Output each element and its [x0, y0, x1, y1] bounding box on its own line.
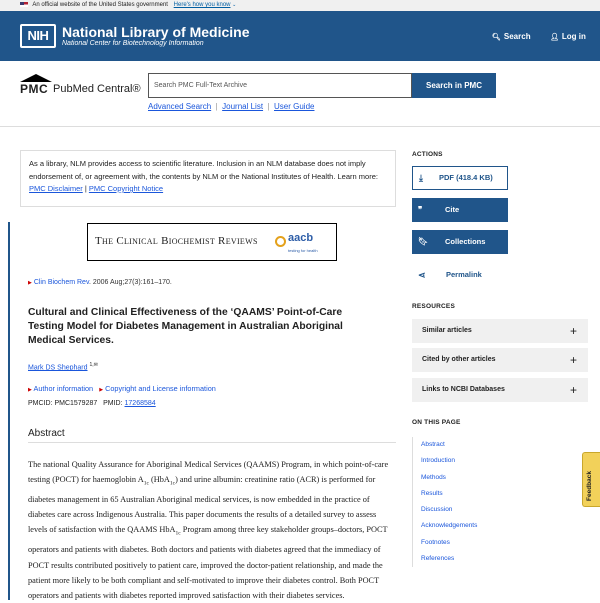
pmc-logo-text: PubMed Central® [53, 83, 141, 95]
journal-banner[interactable] [87, 223, 337, 261]
on-this-page-nav [412, 437, 492, 567]
header-search-button[interactable] [492, 32, 531, 41]
search-links: Advanced Search | Journal List | User Guide [148, 102, 315, 111]
us-flag-icon [20, 2, 28, 7]
aacb-logo-text: aacb [288, 232, 314, 244]
otp-methods-link[interactable]: Methods [421, 473, 446, 481]
permalink-button[interactable] [412, 267, 508, 283]
abstract-text: The national Quality Assurance for Aboriginal Medical Services (QAAMS) Program, in which point-of-care testing (POCT) for haemoglobin $A_{1c}$ (HbA$_{1c}$) and urine albumin: creatinine ratio (ACR) is performed for diabetes management in 65 Australian Aboriginal medical services, is now embedded in the practice of diabetes care across Indigenous Australia. This paper documents the results of a detailed survey to assess levels of satisfaction with the QAAMS HbA$_{1c}$ Program among three key stakeholder groups–doctors, POCT operators and patients with diabetes. Both doctors and patients with diabetes agreed that the immediacy of POCT results contributed positively to patient care, improved the doctor-patient relationship, and made the patient more likely to be both compliant and self-motivated to improve their diabetes control. Both POCT operators and patients with diabetes reported improved satisfaction with their diabetes services. [28, 460, 389, 600]
author-information-link[interactable]: Author information [33, 384, 94, 393]
journal-list-link[interactable]: Journal List [222, 102, 264, 111]
download-icon: ⤓ [419, 173, 423, 183]
permalink-label: Permalink [446, 270, 482, 279]
bookmark-icon: 🔖︎ [418, 237, 429, 246]
plus-icon: + [569, 324, 577, 338]
gov-banner-text: An official website of the United States government [32, 2, 168, 8]
nlm-subtitle: National Center for Biotechnology Information [62, 40, 204, 47]
learn-more-label: Learn more: [337, 171, 378, 181]
collections-label: Collections [445, 237, 486, 246]
article-title: Cultural and Clinical Effectiveness of the ‘QAAMS’ Point-of-Care Testing Model for Diabetes Management in Australian Aboriginal Medical Services. [28, 307, 343, 346]
ncbi-links-label: Links to NCBI Databases [422, 386, 505, 393]
similar-articles-label: Similar articles [422, 327, 472, 334]
collections-button[interactable] [412, 230, 508, 254]
aacb-logo-icon [275, 236, 286, 247]
cite-label: Cite [445, 205, 460, 214]
article-ids [28, 400, 156, 407]
header-search-label: Search [503, 32, 531, 41]
otp-references-link[interactable]: References [421, 555, 455, 563]
pmc-logo-mark: PMC [20, 82, 49, 96]
article-info-links [28, 384, 216, 393]
resources-heading: RESOURCES [412, 303, 455, 310]
aacb-logo-subtext: testing for health [288, 248, 318, 253]
citation-text: . 2006 Aug;27(3):161–170. [88, 279, 172, 286]
pmid-label: PMID: [103, 400, 123, 407]
gov-banner [0, 0, 600, 11]
triangle-right-icon: ▶ [99, 387, 104, 393]
search-icon: 🔍︎ [492, 34, 501, 41]
advanced-search-link[interactable]: Advanced Search [148, 102, 212, 111]
cite-button[interactable] [412, 198, 508, 222]
article-citation [28, 279, 172, 286]
pmc-disclaimer-link[interactable]: PMC Disclaimer [29, 184, 83, 193]
search-pmc-button[interactable]: Search in PMC [412, 73, 496, 98]
pmcid: PMCID: PMC1579287 [28, 400, 98, 407]
nlm-disclaimer-notice: As a library, NLM provides access to scientific literature. Inclusion in an NLM database does not imply endorsement of, or agreement with, the contents by NLM or the National Institutes of Health. Learn more: PMC Disclaimer | PMC Copyright Notice [20, 150, 396, 207]
journal-link[interactable]: Clin Biochem Rev [33, 279, 89, 286]
actions-heading: ACTIONS [412, 151, 443, 158]
feedback-button[interactable] [582, 452, 600, 507]
chevron-down-icon: ⌄ [232, 2, 237, 8]
otp-abstract-link[interactable]: Abstract [421, 441, 445, 448]
otp-introduction-link[interactable]: Introduction [421, 457, 455, 465]
login-label: Log in [561, 32, 586, 41]
feedback-label: Feedback [586, 471, 593, 501]
plus-icon: + [569, 383, 577, 397]
login-button[interactable] [550, 32, 586, 41]
ncbi-links-accordion[interactable] [412, 378, 588, 402]
cited-by-label: Cited by other articles [422, 356, 496, 363]
pmc-copyright-link[interactable]: PMC Copyright Notice [88, 184, 164, 193]
abstract-divider [28, 442, 396, 443]
heres-how-link[interactable]: Here's how you know [173, 2, 231, 8]
user-guide-link[interactable]: User Guide [274, 102, 315, 111]
plus-icon: + [569, 353, 577, 367]
otp-results-link[interactable]: Results [421, 489, 443, 497]
journal-banner-title: The Clinical Biochemist Reviews [95, 235, 258, 247]
pmc-logo-roof-icon [20, 74, 52, 82]
notice-text: As a library, NLM provides access to scientific literature. Inclusion in an NLM database does not imply endorsement of, or agreement with, the contents by NLM or the National Institutes of Health. [29, 159, 366, 181]
otp-acknowledgements-link[interactable]: Acknowledgements [421, 522, 478, 530]
quote-icon: ❞ [418, 205, 423, 214]
pmc-search-bar [0, 61, 600, 127]
otp-discussion-link[interactable]: Discussion [421, 506, 453, 514]
nih-logo[interactable]: NIH [20, 24, 56, 48]
user-icon: 👤︎ [550, 34, 559, 41]
pmid-link[interactable]: 17268584 [124, 400, 156, 407]
search-input[interactable]: Search PMC Full-Text Archive [148, 73, 412, 98]
nlm-title[interactable]: National Library of Medicine [62, 24, 250, 40]
pdf-label: PDF (418.4 KB) [439, 173, 493, 182]
on-this-page-heading: ON THIS PAGE [412, 419, 461, 426]
triangle-right-icon: ▶ [28, 280, 32, 286]
otp-footnotes-link[interactable]: Footnotes [421, 538, 450, 546]
share-icon: ⋖ [418, 270, 426, 280]
author-link[interactable]: Mark DS Shephard [28, 364, 88, 372]
copyright-license-link[interactable]: Copyright and License information [105, 384, 216, 393]
site-header [0, 11, 600, 61]
similar-articles-accordion[interactable] [412, 319, 588, 343]
abstract-heading: Abstract [28, 428, 65, 439]
cited-by-accordion[interactable] [412, 348, 588, 372]
article-left-rule [8, 222, 10, 600]
author-affiliation[interactable]: 1,✉ [89, 362, 98, 368]
pdf-download-button[interactable] [412, 166, 508, 190]
author-line [28, 362, 98, 371]
triangle-right-icon: ▶ [28, 387, 32, 393]
